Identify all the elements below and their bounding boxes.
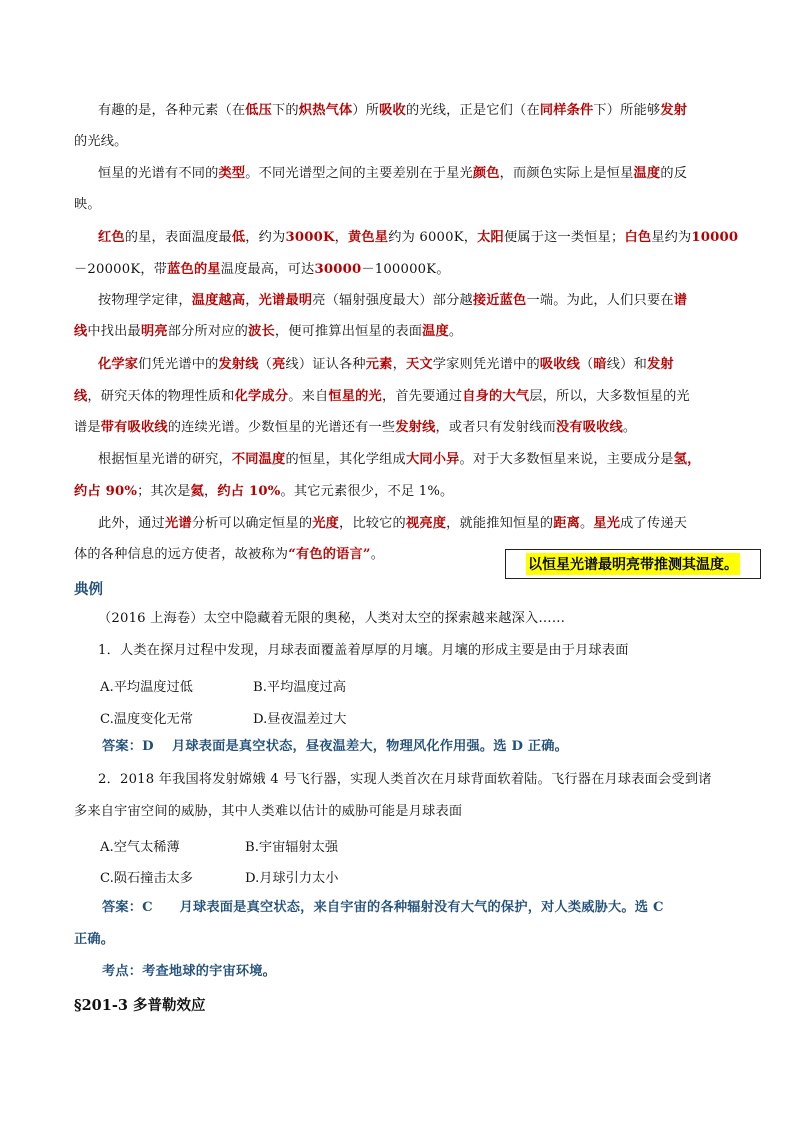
para-1-line-2: 的光线。 [74,134,128,149]
highlight-note-text: 以恒星光谱最明亮带推测其温度。 [526,553,740,575]
para-4-line-2: 线中找出最明亮部分所对应的波长，便可推算出恒星的表面温度。 [74,324,463,339]
para-4-line-1: 按物理学定律，温度越高，光谱最明亮（辐射强度最大）部分越接近蓝色一端。为此，人们只要在谱 [98,293,688,308]
q1-option-a: A.平均温度过低 [100,680,193,695]
para-3-line-2: －20000K，带蓝色的星温度最高，可达30000－100000K。 [74,262,450,277]
q2-option-a: A.空气太稀薄 [100,840,180,855]
q1-option-d: D.昼夜温差过大 [253,712,347,727]
para-6-line-2: 约占 90%；其次是氦，约占 10%。其它元素很少，不足 1%。 [74,484,454,499]
para-7-line-2: 体的各种信息的远方使者，故被称为“有色的语言”。 [74,547,385,562]
para-3-line-1: 红色的星，表面温度最低，约为3000K，黄色星约为 6000K，太阳便属于这一类恒星；白色星约为10000 [98,230,739,245]
q1-answer: 答案：D 月球表面是真空状态，昼夜温差大，物理风化作用强。选 D 正确。 [102,739,569,754]
section-heading-doppler: §201-3 多普勒效应 [74,997,206,1014]
para-2-line-1: 恒星的光谱有不同的类型。不同光谱型之间的主要差别在于星光颜色，而颜色实际上是恒星温度的反 [98,166,688,181]
para-5-line-3: 谱是带有吸收线的连续光谱。少数恒星的光谱还有一些发射线，或者只有发射线而没有吸收线。 [74,420,637,435]
q2-option-c: C.陨石撞击太多 [100,871,193,886]
para-6-line-1: 根据恒星光谱的研究，不同温度的恒星，其化学组成大同小异。对于大多数恒星来说，主要成分是氢， [98,452,701,467]
q1-option-b: B.平均温度过高 [253,680,347,695]
q1-option-c: C.温度变化无常 [100,712,193,727]
para-5-line-1: 化学家们凭光谱中的发射线（亮线）证认各种元素，天文学家则凭光谱中的吸收线（暗线）和发射 [98,357,674,372]
q2-option-b: B.宇宙辐射太强 [245,840,339,855]
q2-exam-point: 考点：考查地球的宇宙环境。 [102,964,277,979]
example-intro: （2016 上海卷）太空中隐藏着无限的奥秘，人类对太空的探索越来越深入…… [98,611,566,626]
question-2-stem-line-1: 2．2018 年我国将发射嫦娥 4 号飞行器，实现人类首次在月球背面软着陆。飞行器在月球表面会受到诸 [98,772,712,787]
para-7-line-1: 此外，通过光谱分析可以确定恒星的光度，比较它的视亮度，就能推知恒星的距离。星光成了传递天 [98,516,688,531]
para-5-line-2: 线，研究天体的物理性质和化学成分。来自恒星的光，首先要通过自身的大气层，所以，大多数恒星的光 [74,389,690,404]
question-1-stem: 1．人类在探月过程中发现，月球表面覆盖着厚厚的月壤。月壤的形成主要是由于月球表面 [98,643,629,658]
q2-option-d: D.月球引力太小 [245,871,339,886]
para-2-line-2: 映。 [74,197,101,212]
highlight-note-box [505,549,761,579]
question-2-stem-line-2: 多来自宇宙空间的威胁，其中人类难以估计的威胁可能是月球表面 [74,804,463,819]
section-heading-example: 典例 [74,581,103,598]
para-1-line-1: 有趣的是，各种元素（在低压下的炽热气体）所吸收的光线，正是它们（在同样条件下）所能够发射 [98,103,688,118]
q2-answer-line-2: 正确。 [74,932,115,947]
q2-answer-line-1: 答案：C 月球表面是真空状态，来自宇宙的各种辐射没有大气的保护，对人类威胁大。选 C [102,900,664,915]
